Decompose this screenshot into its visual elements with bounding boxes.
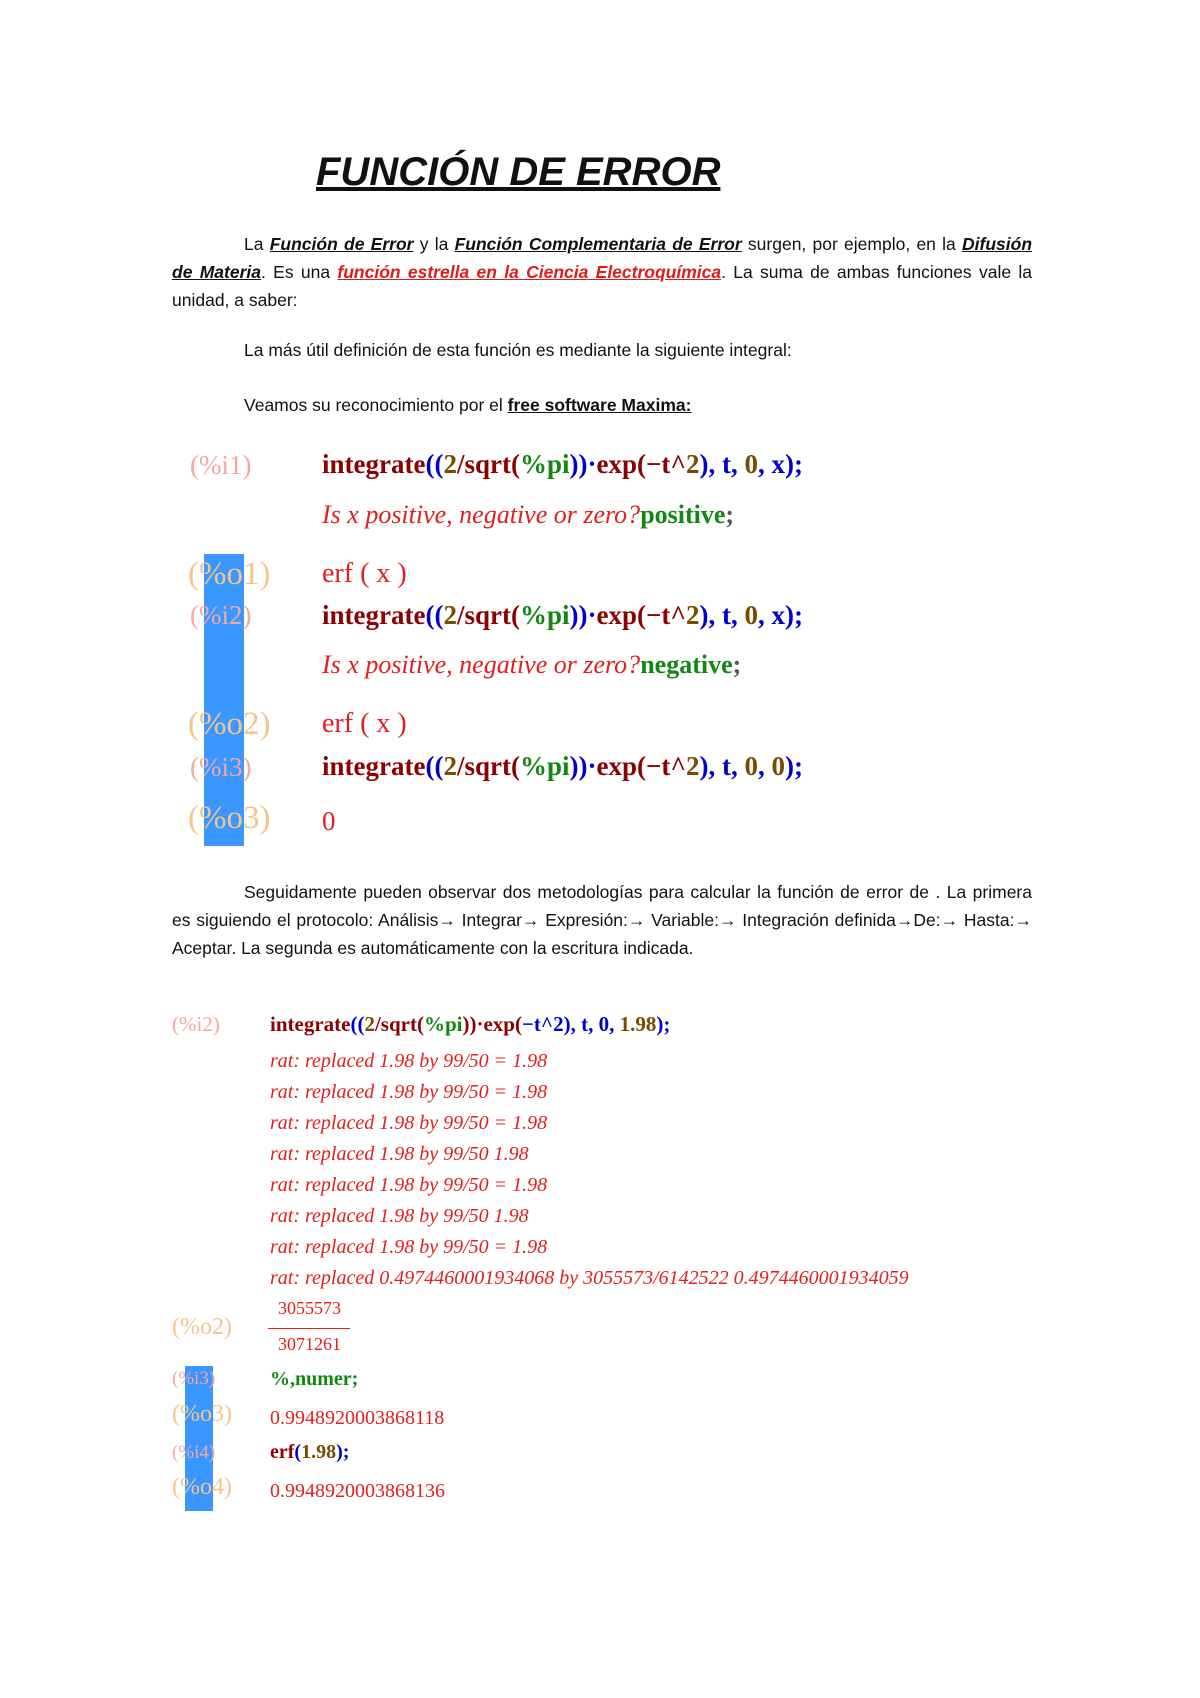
intro-text: y la	[413, 234, 455, 254]
maxima-intro-text: Veamos su reconocimiento por el	[244, 395, 508, 415]
maxima-question: Is x positive, negative or zero?negative;	[322, 650, 742, 679]
fraction-bar	[268, 1328, 350, 1329]
term-funcion-error: Función de Error	[269, 234, 414, 254]
rat-line: rat: replaced 1.98 by 99/50 1.98	[270, 1205, 529, 1227]
maxima-command: integrate((2/sqrt(%pi))·exp(−t^2), t, 0, x);	[322, 600, 804, 630]
input-label: (%i3)	[190, 752, 252, 782]
maxima-command: %,numer;	[270, 1368, 359, 1390]
maxima-command: integrate((2/sqrt(%pi))·exp(−t^2), t, 0, x);	[322, 449, 804, 479]
maxima-command: erf(1.98);	[270, 1441, 350, 1463]
output-label: (%o4)	[172, 1474, 232, 1500]
methods-text: Seguidamente pueden observar dos metodologías para calcular la función de error de . La primera es siguiendo el protocolo: Análisis→ Integrar→ Expresión:→ Variable:→ Integración definida→De:→ Hasta:→ Aceptar. La segunda es automáticamente con la escritura indicada.	[172, 882, 1032, 958]
maxima-link[interactable]: free software Maxima:	[507, 395, 692, 415]
maxima-question: Is x positive, negative or zero?positive;	[322, 500, 735, 529]
intro-text: surgen, por ejemplo, en la	[741, 234, 963, 254]
fraction-denominator: 3071261	[278, 1334, 341, 1354]
term-funcion-complementaria: Función Complementaria de Error	[454, 234, 742, 254]
maxima-intro-paragraph	[172, 395, 691, 416]
rat-line: rat: replaced 1.98 by 99/50 = 1.98	[270, 1174, 548, 1196]
intro-text: La	[244, 234, 270, 254]
maxima-output: erf ( x )	[322, 558, 407, 589]
maxima-command: integrate((2/sqrt(%pi))·exp(−t^2), t, 0, 0);	[322, 751, 804, 781]
methods-paragraph	[172, 878, 1032, 962]
output-label: (%o1)	[188, 556, 271, 592]
rat-line: rat: replaced 0.4974460001934068 by 3055573/6142522 0.4974460001934059	[270, 1267, 909, 1289]
rat-line: rat: replaced 1.98 by 99/50 = 1.98	[270, 1081, 548, 1103]
fraction-numerator: 3055573	[278, 1298, 341, 1318]
definition-paragraph	[172, 340, 792, 361]
term-electroquimica: función estrella en la Ciencia Electroquímica	[337, 262, 722, 282]
output-label: (%o2)	[172, 1314, 232, 1340]
output-label: (%o3)	[172, 1401, 232, 1427]
rat-line: rat: replaced 1.98 by 99/50 1.98	[270, 1143, 529, 1165]
input-label: (%i1)	[190, 450, 252, 480]
rat-line: rat: replaced 1.98 by 99/50 = 1.98	[270, 1236, 548, 1258]
definition-text: La más útil definición de esta función es mediante la siguiente integral:	[244, 340, 792, 360]
maxima-command: integrate((2/sqrt(%pi))·exp(−t^2), t, 0, 1.98);	[270, 1012, 671, 1036]
maxima-output: 0	[322, 806, 336, 836]
term-difusion: Difusión de Materia	[172, 234, 1033, 282]
input-label: (%i2)	[172, 1012, 220, 1036]
input-label: (%i3)	[172, 1368, 216, 1389]
maxima-output: 0.9948920003868118	[270, 1407, 445, 1429]
input-label: (%i4)	[172, 1442, 216, 1463]
rat-line: rat: replaced 1.98 by 99/50 = 1.98	[270, 1112, 548, 1134]
output-label: (%o3)	[188, 800, 271, 836]
intro-paragraph	[172, 230, 1032, 314]
input-label: (%i2)	[190, 600, 252, 630]
rat-line: rat: replaced 1.98 by 99/50 = 1.98	[270, 1050, 548, 1072]
intro-text: . Es una	[261, 262, 338, 282]
page-title: FUNCIÓN DE ERROR	[316, 150, 721, 194]
intro-text: . La suma de ambas funciones vale la unidad, a saber:	[172, 262, 1032, 310]
output-label: (%o2)	[188, 706, 271, 742]
maxima-output: 0.9948920003868136	[270, 1480, 445, 1502]
maxima-output: erf ( x )	[322, 708, 407, 739]
